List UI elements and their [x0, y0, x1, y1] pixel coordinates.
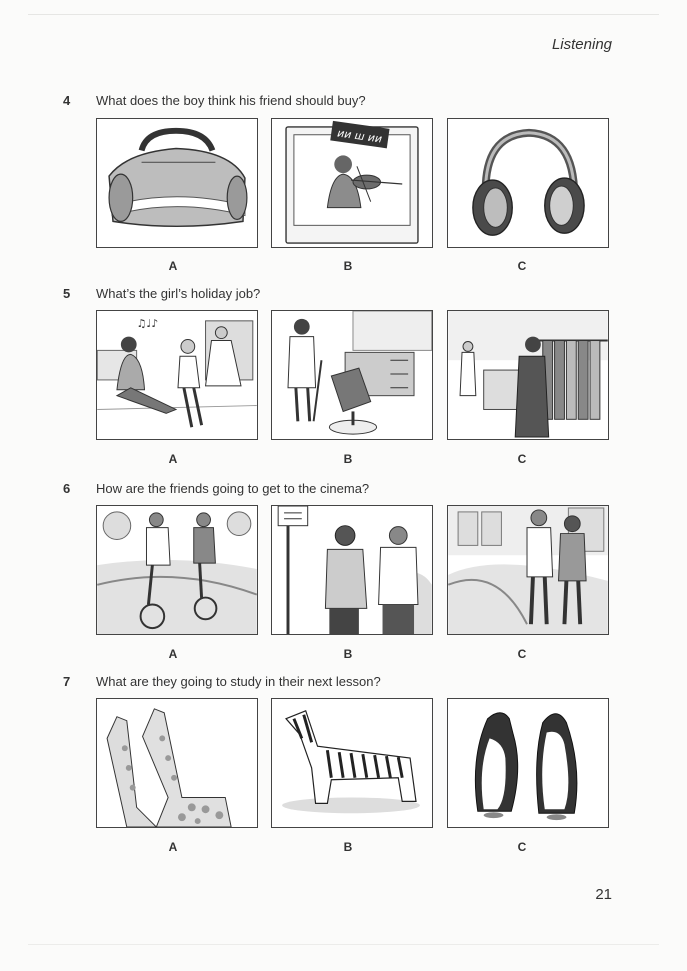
book-cover-text: ии ш ии [336, 126, 383, 146]
question-5-text: What’s the girl’s holiday job? [96, 286, 261, 301]
violin-book-icon[interactable] [271, 118, 433, 248]
q4-option-a-label: A [168, 259, 178, 273]
question-7-number: 7 [63, 674, 71, 689]
q5-option-b-label: B [343, 452, 353, 466]
question-5-number: 5 [63, 286, 71, 301]
page-number: 21 [595, 886, 612, 903]
q7-option-a-label: A [168, 840, 178, 854]
q7-option-c-label: C [517, 840, 527, 854]
sports-bag-icon[interactable] [96, 118, 258, 248]
bottom-rule [28, 944, 659, 945]
q6-option-a-label: A [168, 647, 178, 661]
giraffes-icon[interactable] [96, 698, 258, 828]
question-6-number: 6 [63, 481, 71, 496]
walking-icon[interactable] [447, 505, 609, 635]
q6-option-c-label: C [517, 647, 527, 661]
q5-option-a-label: A [168, 452, 178, 466]
question-4-text: What does the boy think his friend should buy? [96, 93, 366, 108]
q6-option-b-label: B [343, 647, 353, 661]
zebras-icon[interactable] [271, 698, 433, 828]
headphones-icon[interactable] [447, 118, 609, 248]
q7-option-b-label: B [343, 840, 353, 854]
clothes-shop-icon[interactable] [447, 310, 609, 440]
question-4-number: 4 [63, 93, 71, 108]
bus-stop-icon[interactable] [271, 505, 433, 635]
question-6-text: How are the friends going to get to the cinema? [96, 481, 370, 496]
question-7-text: What are they going to study in their next lesson? [96, 674, 381, 689]
section-title: Listening [551, 36, 612, 53]
cycling-icon[interactable] [96, 505, 258, 635]
penguins-icon[interactable] [447, 698, 609, 828]
svg-text:♫♩♪: ♫♩♪ [136, 316, 159, 330]
q4-option-c-label: C [517, 259, 527, 273]
top-rule [28, 14, 659, 15]
hair-salon-icon[interactable] [271, 310, 433, 440]
q4-option-b-label: B [343, 259, 353, 273]
babysitting-icon[interactable] [96, 310, 258, 440]
q5-option-c-label: C [517, 452, 527, 466]
